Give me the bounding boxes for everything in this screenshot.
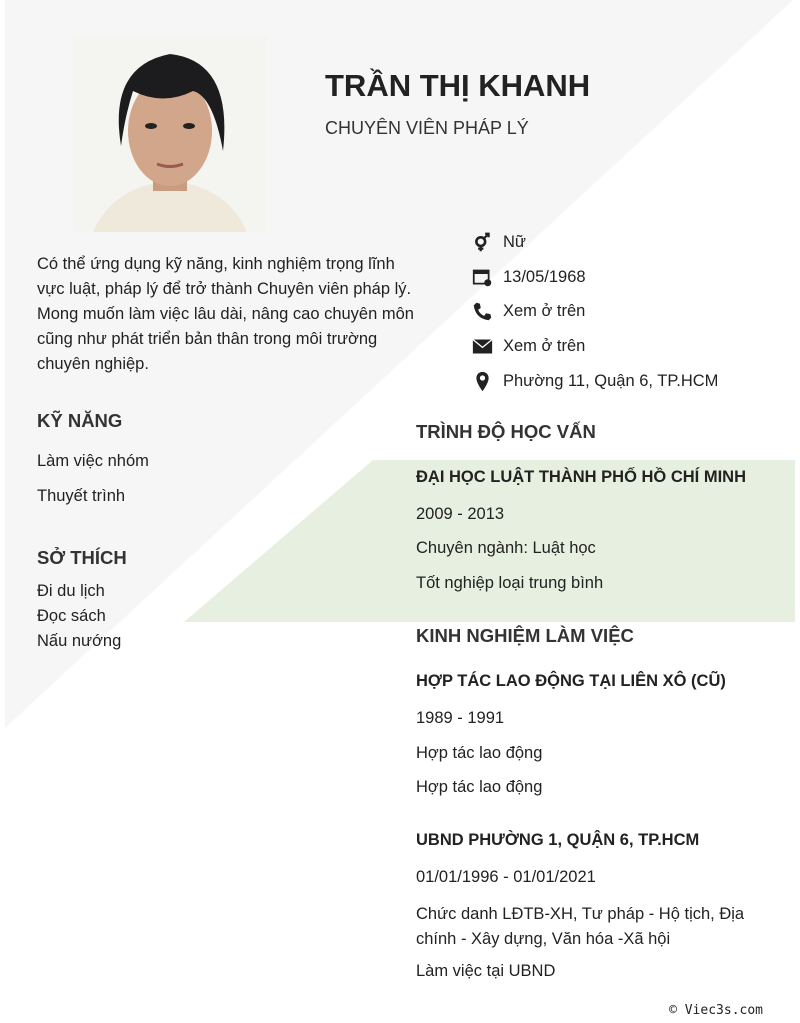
contact-birthday <box>472 267 586 288</box>
footer-copyright: © Viec3s.com <box>669 1003 763 1018</box>
gender-value: Nữ <box>503 233 526 251</box>
hobby-item: Đọc sách <box>37 607 106 625</box>
hobby-item: Nấu nướng <box>37 632 122 650</box>
skill-item: Làm việc nhóm <box>37 452 149 470</box>
email-value: Xem ở trên <box>503 337 586 355</box>
birthday-value: 13/05/1968 <box>503 268 586 286</box>
calendar-icon <box>472 267 493 288</box>
phone-value: Xem ở trên <box>503 302 586 320</box>
address-value: Phường 11, Quận 6, TP.HCM <box>503 372 719 390</box>
phone-icon <box>472 301 493 322</box>
hobby-item: Đi du lịch <box>37 582 105 600</box>
skills-heading: KỸ NĂNG <box>37 410 123 431</box>
gender-icon <box>472 232 493 253</box>
job-company: UBND PHƯỜNG 1, QUẬN 6, TP.HCM <box>416 831 700 849</box>
education-heading: TRÌNH ĐỘ HỌC VẤN <box>416 421 596 442</box>
education-major: Chuyên ngành: Luật học <box>416 539 596 557</box>
hobbies-heading: SỞ THÍCH <box>37 547 127 568</box>
education-period: 2009 - 2013 <box>416 505 505 523</box>
experience-heading: KINH NGHIỆM LÀM VIỆC <box>416 625 634 646</box>
location-pin-icon <box>472 371 493 392</box>
career-objective: Có thể ứng dụng kỹ năng, kinh nghiệm trọng lĩnh vực luật, pháp lý để trở thành Chuyên viên pháp lý. Mong muốn làm việc lâu dài, nâng cao chuyên môn cũng như phát triển bản thân trong môi trường chuyên nghiệp. <box>37 255 414 373</box>
job-period: 01/01/1996 - 01/01/2021 <box>416 868 596 886</box>
school-name: ĐẠI HỌC LUẬT THÀNH PHỐ HỒ CHÍ MINH <box>416 468 746 486</box>
job-company: HỢP TÁC LAO ĐỘNG TẠI LIÊN XÔ (CŨ) <box>416 672 726 690</box>
contact-address <box>472 371 718 392</box>
job-role: Chức danh LĐTB-XH, Tư pháp - Hộ tịch, Địa chính - Xây dựng, Văn hóa -Xã hội <box>416 905 745 948</box>
skill-item: Thuyết trình <box>37 487 126 505</box>
job-description: Hợp tác lao động <box>416 778 543 796</box>
job-role: Hợp tác lao động <box>416 744 543 762</box>
envelope-icon <box>472 336 493 357</box>
candidate-name: TRẦN THỊ KHANH <box>325 68 591 103</box>
contact-email <box>472 336 585 357</box>
contact-gender <box>472 232 526 253</box>
profile-photo <box>73 36 267 232</box>
job-period: 1989 - 1991 <box>416 709 505 727</box>
contact-phone <box>472 301 585 322</box>
job-description: Làm việc tại UBND <box>416 962 556 980</box>
job-title: CHUYÊN VIÊN PHÁP LÝ <box>325 118 529 138</box>
education-grade: Tốt nghiệp loại trung bình <box>416 574 604 592</box>
